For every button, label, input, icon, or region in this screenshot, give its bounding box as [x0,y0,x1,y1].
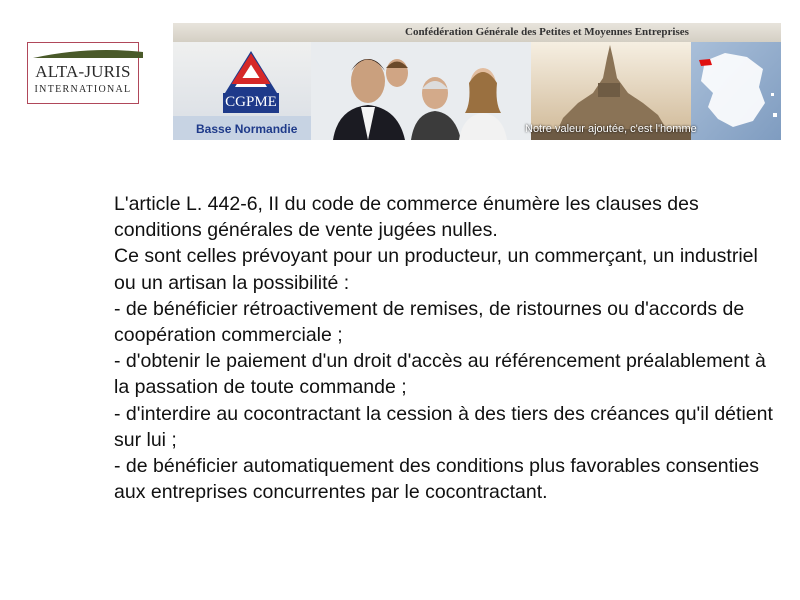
cgpme-label: CGPME [225,94,277,110]
clause-item: - d'interdire au cocontractant la cession à des tiers des créances qu'il détient sur lui ; [114,402,773,451]
clause-item: - d'obtenir le paiement d'un droit d'accès au référencement préalablement à la passation de toute commande ; [114,350,766,399]
intro-paragraph: L'article L. 442-6, II du code de commerce énumère les clauses des conditions générales de vente jugées nulles. [114,193,699,242]
banner-slogan: Notre valeur ajoutée, c'est l'homme [525,123,697,135]
cgpme-banner [173,23,781,140]
clause-item: - de bénéficier rétroactivement de remises, de ristournes ou d'accords de coopération commerciale ; [114,297,745,347]
slide-body [114,191,774,505]
region-label: Basse Normandie [196,122,298,136]
banner-title: Confédération Générale des Petites et Moyennes Entreprises [405,26,689,38]
logo-name: ALTA-JURIS [35,62,131,81]
region-highlight-icon [699,59,712,66]
alta-juris-logo [27,42,139,104]
clauses-lead-paragraph: Ce sont celles prévoyant pour un producteur, un commerçant, un industriel ou un artisan la possibilité : [114,245,758,294]
clause-item: - de bénéficier automatiquement des conditions plus favorables consenties aux entreprises concurrentes par le cocontractant. [114,455,759,504]
logo-subtitle: INTERNATIONAL [34,84,132,95]
logo-swoosh [33,49,143,58]
